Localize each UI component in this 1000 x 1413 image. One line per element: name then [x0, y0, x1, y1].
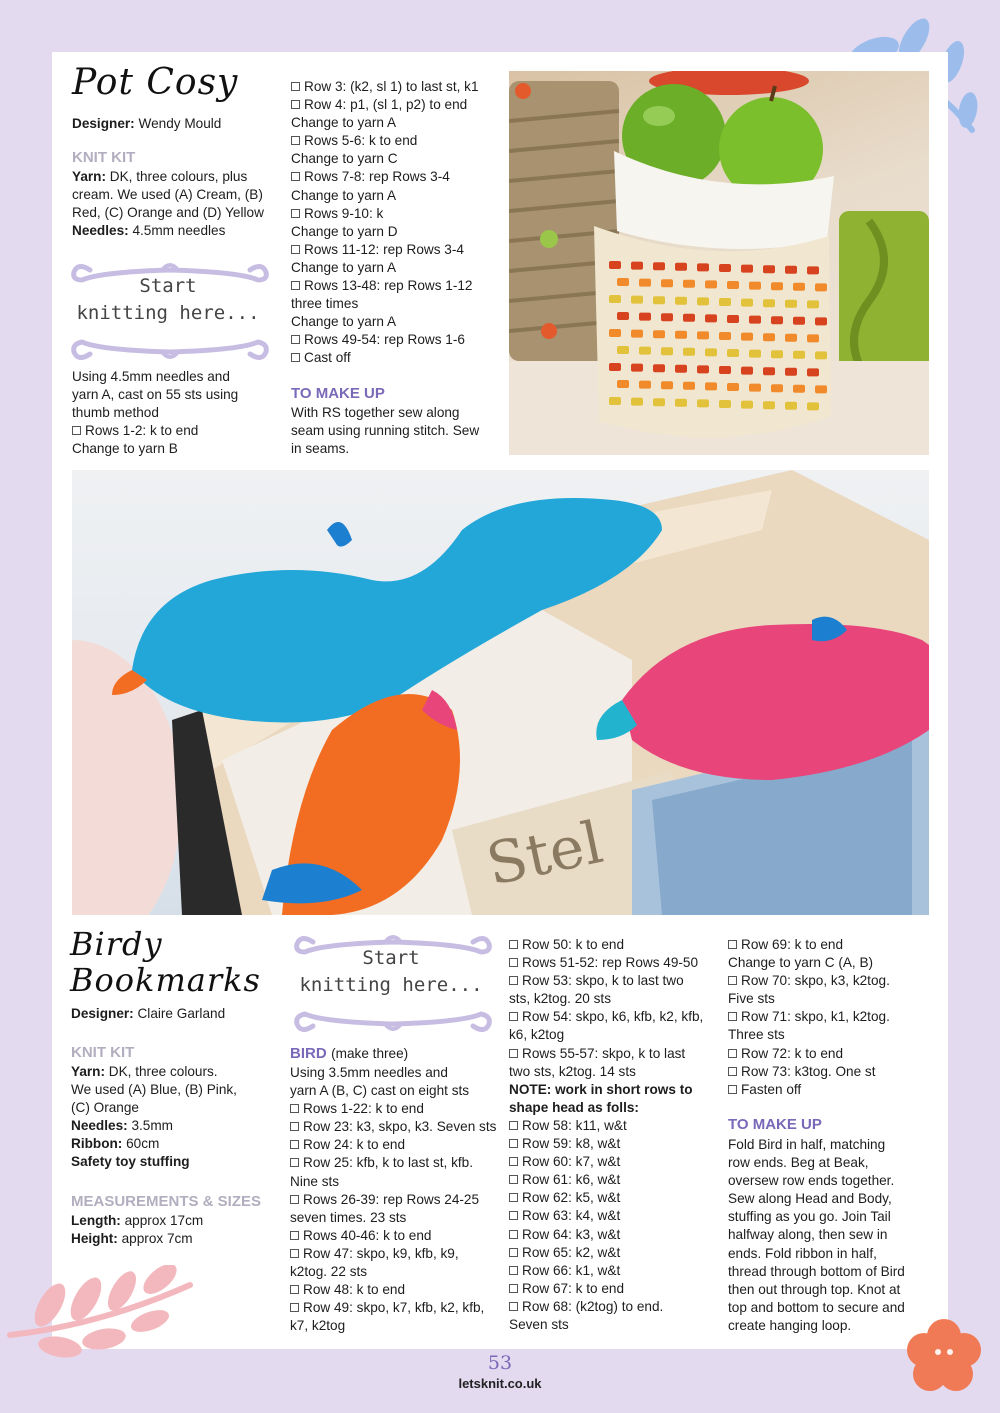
instruction-line: Row 58: k11, w&t	[509, 1117, 721, 1135]
cosy-stitch	[675, 263, 687, 271]
cosy-stitch	[719, 264, 731, 272]
cosy-stitch	[697, 263, 709, 271]
instruction-line: Row 3: (k2, sl 1) to last st, k1	[291, 78, 501, 96]
cosy-stitch	[727, 315, 739, 323]
instruction-line: Change to yarn A	[291, 115, 397, 131]
checkbox-icon[interactable]	[290, 1122, 299, 1131]
cosy-stitch	[807, 300, 819, 308]
instruction-line: Five sts	[728, 991, 775, 1007]
checkbox-icon[interactable]	[72, 426, 81, 435]
cosy-stitch	[697, 297, 709, 305]
checkbox-icon[interactable]	[509, 1302, 518, 1311]
birdy-measurements: Length: approx 17cm Height: approx 7cm	[71, 1213, 204, 1247]
checkbox-icon[interactable]	[291, 281, 300, 290]
cosy-stitch	[675, 331, 687, 339]
instruction-line: Nine sts	[290, 1173, 340, 1189]
instruction-line: Row 67: k to end	[509, 1280, 721, 1298]
instruction-line: Rows 9-10: k	[291, 205, 501, 223]
cosy-stitch	[793, 317, 805, 325]
make-up-line: then out through top. Knot at	[728, 1281, 901, 1297]
cosy-stitch	[727, 349, 739, 357]
cosy-stitch	[763, 367, 775, 375]
make-up-line: oversew row ends together.	[728, 1173, 895, 1189]
instruction-line: k6, k2tog	[509, 1027, 565, 1043]
checkbox-icon[interactable]	[509, 1121, 518, 1130]
checkbox-icon[interactable]	[290, 1195, 299, 1204]
instruction-line: Rows 1-22: k to end	[290, 1100, 502, 1118]
cosy-stitch	[807, 402, 819, 410]
cosy-stitch	[609, 363, 621, 371]
instruction-line: Change to yarn A	[291, 314, 397, 330]
checkbox-icon[interactable]	[509, 1230, 518, 1239]
cosy-stitch	[683, 280, 695, 288]
cosy-stitch	[763, 265, 775, 273]
cosy-stitch	[653, 364, 665, 372]
checkbox-icon[interactable]	[509, 1175, 518, 1184]
checkbox-icon[interactable]	[291, 100, 300, 109]
cosy-stitch	[705, 382, 717, 390]
checkbox-icon[interactable]	[728, 1067, 737, 1076]
cosy-stitch	[617, 312, 629, 320]
cosy-stitch	[661, 347, 673, 355]
cosy-stitch	[719, 332, 731, 340]
cosy-stitch	[675, 297, 687, 305]
cosy-stitch	[697, 331, 709, 339]
instruction-line: Row 61: k6, w&t	[509, 1171, 721, 1189]
checkbox-icon[interactable]	[509, 1266, 518, 1275]
cosy-stitch	[719, 298, 731, 306]
pot-cosy-designer: Designer: Wendy Mould	[72, 116, 222, 131]
cosy-stitch	[639, 279, 651, 287]
cosy-stitch	[771, 350, 783, 358]
instruction-line: Row 63: k4, w&t	[509, 1207, 721, 1225]
cosy-stitch	[785, 368, 797, 376]
make-up-line: thread through bottom of Bird	[728, 1263, 905, 1279]
instruction-line: Row 50: k to end	[509, 936, 721, 954]
birdy-bookmarks-photo	[72, 470, 929, 915]
instruction-line: Row 70: skpo, k3, k2tog.	[728, 972, 933, 990]
checkbox-icon[interactable]	[291, 353, 300, 362]
pot-cosy-make-up-heading: TO MAKE UP	[291, 385, 385, 402]
cosy-stitch	[771, 282, 783, 290]
cosy-stitch	[815, 283, 827, 291]
instruction-line: Row 54: skpo, k6, kfb, k2, kfb,	[509, 1008, 721, 1026]
instruction-line: Row 48: k to end	[290, 1281, 502, 1299]
instruction-line: Row 59: k8, w&t	[509, 1135, 721, 1153]
make-up-line: top and bottom to secure and	[728, 1299, 905, 1315]
cosy-stitch	[609, 261, 621, 269]
checkbox-icon[interactable]	[509, 940, 518, 949]
pink-leaf-sprig-icon	[0, 1265, 200, 1360]
pot-cosy-make-up-text: With RS together sew along seam using running stitch. Sew in seams.	[291, 405, 480, 457]
cosy-stitch	[785, 402, 797, 410]
instruction-line: Row 69: k to end	[728, 936, 933, 954]
cosy-stitch	[793, 351, 805, 359]
cosy-stitch	[639, 347, 651, 355]
cosy-stitch	[741, 401, 753, 409]
start-knitting-banner: Start knitting here...	[70, 258, 270, 366]
checkbox-icon[interactable]	[728, 976, 737, 985]
birdy-make-up-heading: TO MAKE UP	[728, 1116, 822, 1133]
instruction-line: Three sts	[728, 1027, 785, 1043]
cosy-stitch	[741, 333, 753, 341]
pot-cosy-kit: Yarn: DK, three colours, plus cream. We used (A) Cream, (B) Red, (C) Orange and (D) Yellow Needles: 4.5mm needles	[72, 169, 264, 239]
checkbox-icon[interactable]	[509, 1012, 518, 1021]
cosy-stitch	[741, 265, 753, 273]
instruction-line: seven times. 23 sts	[290, 1209, 407, 1225]
cosy-stitch	[653, 262, 665, 270]
cosy-stitch	[807, 266, 819, 274]
checkbox-icon[interactable]	[728, 940, 737, 949]
cosy-stitch	[683, 382, 695, 390]
instruction-line: Change to yarn D	[291, 223, 398, 239]
cosy-stitch	[749, 350, 761, 358]
pot-cosy-kit-heading: KNIT KIT	[72, 149, 136, 166]
cosy-stitch	[705, 280, 717, 288]
checkbox-icon[interactable]	[509, 958, 518, 967]
cosy-stitch	[749, 282, 761, 290]
checkbox-icon[interactable]	[728, 1049, 737, 1058]
instruction-line: Row 25: kfb, k to last st, kfb.	[290, 1154, 502, 1172]
instruction-line: Rows 13-48: rep Rows 1-12	[291, 277, 501, 295]
cosy-stitch	[661, 279, 673, 287]
instruction-line: Row 65: k2, w&t	[509, 1244, 721, 1262]
instruction-line: Row 72: k to end	[728, 1045, 933, 1063]
cosy-stitch	[741, 367, 753, 375]
pot-cosy-instructions-col1: Using 4.5mm needles and yarn A, cast on 55 sts using thumb method Rows 1-2: k to end Change to yarn B	[72, 368, 277, 458]
checkbox-icon[interactable]	[290, 1285, 299, 1294]
instruction-line: Change to yarn A	[291, 187, 397, 203]
start-knitting-banner-birdy: Start knitting here...	[293, 930, 493, 1038]
cosy-stitch	[653, 398, 665, 406]
cosy-stitch	[705, 348, 717, 356]
instruction-line: Row 23: k3, skpo, k3. Seven sts	[290, 1118, 502, 1136]
instruction-line: Change to yarn A	[291, 259, 397, 275]
cosy-stitch	[609, 295, 621, 303]
checkbox-icon[interactable]	[509, 1049, 518, 1058]
website-link[interactable]: letsknit.co.uk	[458, 1376, 542, 1391]
make-up-line: halfway along, then sew in	[728, 1227, 888, 1243]
checkbox-icon[interactable]	[728, 1085, 737, 1094]
cosy-stitch	[785, 334, 797, 342]
instruction-line: Rows 55-57: skpo, k to last	[509, 1045, 721, 1063]
instruction-line: Rows 26-39: rep Rows 24-25	[290, 1191, 502, 1209]
instruction-line: Row 47: skpo, k9, kfb, k9,	[290, 1245, 502, 1263]
cosy-stitch	[727, 383, 739, 391]
cosy-stitch	[705, 314, 717, 322]
cosy-stitch	[793, 283, 805, 291]
checkbox-icon[interactable]	[290, 1140, 299, 1149]
birdy-kit: Yarn: DK, three colours. We used (A) Blue, (B) Pink, (C) Orange Needles: 3.5mm Ribbon: 60cm Safety toy stuffing	[71, 1064, 237, 1170]
cosy-stitch	[719, 366, 731, 374]
instruction-line: Row 66: k1, w&t	[509, 1262, 721, 1280]
cosy-stitch	[785, 266, 797, 274]
make-up-line: row ends. Beg at Beak,	[728, 1155, 869, 1171]
checkbox-icon[interactable]	[291, 82, 300, 91]
checkbox-icon[interactable]	[509, 1211, 518, 1220]
checkbox-icon[interactable]	[291, 335, 300, 344]
cosy-stitch	[683, 348, 695, 356]
cosy-stitch	[653, 296, 665, 304]
checkbox-icon[interactable]	[291, 136, 300, 145]
cosy-stitch	[807, 334, 819, 342]
instruction-line: NOTE: work in short rows to	[509, 1081, 693, 1097]
instruction-line: Change to yarn C	[291, 151, 398, 167]
instruction-line: Change to yarn C (A, B)	[728, 955, 874, 971]
checkbox-icon[interactable]	[509, 1139, 518, 1148]
cosy-stitch	[653, 330, 665, 338]
make-up-line: Fold Bird in half, matching	[728, 1137, 886, 1152]
cosy-stitch	[727, 281, 739, 289]
instruction-line: Rows 5-6: k to end	[291, 132, 501, 150]
birdy-instructions-col4	[728, 936, 933, 1099]
cosy-stitch	[763, 299, 775, 307]
birdy-instructions-col2	[290, 1064, 502, 1335]
birdy-kit-heading: KNIT KIT	[71, 1044, 135, 1061]
instruction-line: Row 71: skpo, k1, k2tog.	[728, 1008, 933, 1026]
cosy-stitch	[763, 401, 775, 409]
cosy-stitch	[749, 384, 761, 392]
cosy-stitch	[807, 368, 819, 376]
cosy-stitch	[697, 365, 709, 373]
cosy-stitch	[661, 313, 673, 321]
cosy-stitch	[675, 399, 687, 407]
pot-cosy-photo	[509, 71, 929, 455]
cosy-stitch	[785, 300, 797, 308]
cosy-stitch	[661, 381, 673, 389]
instruction-line: sts, k2tog. 20 sts	[509, 991, 611, 1007]
instruction-line: Seven sts	[509, 1316, 569, 1332]
cosy-stitch	[617, 278, 629, 286]
cosy-stitch	[617, 346, 629, 354]
checkbox-icon[interactable]	[509, 1248, 518, 1257]
cosy-stitch	[815, 351, 827, 359]
birdy-instructions-col3	[509, 936, 721, 1334]
checkbox-icon[interactable]	[290, 1158, 299, 1167]
instruction-line: Fasten off	[728, 1081, 933, 1099]
cosy-stitch	[763, 333, 775, 341]
instruction-line: three times	[291, 296, 359, 312]
instruction-line: Row 68: (k2tog) to end.	[509, 1298, 721, 1316]
instruction-line: Row 53: skpo, k to last two	[509, 972, 721, 990]
instruction-line: Rows 51-52: rep Rows 49-50	[509, 954, 721, 972]
instruction-line: Rows 1-2: k to end	[72, 422, 277, 440]
birdy-designer: Designer: Claire Garland	[71, 1006, 226, 1021]
birdy-measurements-heading: MEASUREMENTS & SIZES	[71, 1193, 262, 1210]
book-spine-text: Stel	[480, 808, 609, 899]
instruction-line: Row 49: skpo, k7, kfb, k2, kfb,	[290, 1299, 502, 1317]
instruction-line: yarn A (B, C) cast on eight sts	[290, 1083, 470, 1099]
cosy-stitch	[631, 296, 643, 304]
instruction-line: Row 64: k3, w&t	[509, 1226, 721, 1244]
cosy-stitch	[719, 400, 731, 408]
instruction-line: Using 3.5mm needles and	[290, 1065, 448, 1080]
cosy-stitch	[609, 397, 621, 405]
checkbox-icon[interactable]	[509, 1157, 518, 1166]
checkbox-icon[interactable]	[509, 1193, 518, 1202]
cosy-stitch	[631, 398, 643, 406]
instruction-line: Row 24: k to end	[290, 1136, 502, 1154]
cosy-stitch	[609, 329, 621, 337]
make-up-line: ends. Fold ribbon in half,	[728, 1245, 877, 1261]
instruction-line: shape head as folls:	[509, 1099, 639, 1115]
instruction-line: Rows 11-12: rep Rows 3-4	[291, 241, 501, 259]
cosy-stitch	[771, 316, 783, 324]
birdy-make-up-text	[728, 1136, 933, 1335]
pot-cosy-title: Pot Cosy	[72, 62, 239, 103]
bird-heading: BIRD (make three)	[290, 1045, 409, 1062]
birdy-title: Birdy Bookmarks	[70, 925, 261, 999]
checkbox-icon[interactable]	[509, 1284, 518, 1293]
checkbox-icon[interactable]	[290, 1303, 299, 1312]
cosy-stitch	[631, 330, 643, 338]
cosy-stitch	[639, 381, 651, 389]
instruction-line: Change to yarn B	[72, 441, 178, 457]
instruction-line: Row 73: k3tog. One st	[728, 1063, 933, 1081]
cosy-stitch	[771, 384, 783, 392]
instruction-line: two sts, k2tog. 14 sts	[509, 1063, 636, 1079]
cosy-stitch	[749, 316, 761, 324]
checkbox-icon[interactable]	[290, 1231, 299, 1240]
instruction-line: Rows 7-8: rep Rows 3-4	[291, 168, 501, 186]
cosy-stitch	[675, 365, 687, 373]
make-up-line: stuffing as you go. Join Tail	[728, 1209, 891, 1225]
page-number: 53	[487, 1352, 513, 1374]
instruction-line: Cast off	[291, 349, 501, 367]
cosy-stitch	[631, 262, 643, 270]
make-up-line: create hanging loop.	[728, 1317, 852, 1333]
instruction-line: Rows 49-54: rep Rows 1-6	[291, 331, 501, 349]
checkbox-icon[interactable]	[728, 1012, 737, 1021]
instruction-line: k2tog. 22 sts	[290, 1264, 368, 1280]
instruction-line: Rows 40-46: k to end	[290, 1227, 502, 1245]
checkbox-icon[interactable]	[290, 1249, 299, 1258]
make-up-line: Sew along Head and Body,	[728, 1191, 892, 1207]
checkbox-icon[interactable]	[291, 245, 300, 254]
cosy-stitch	[697, 399, 709, 407]
cosy-stitch	[617, 380, 629, 388]
instruction-line: Row 62: k5, w&t	[509, 1189, 721, 1207]
checkbox-icon[interactable]	[290, 1104, 299, 1113]
instruction-line: Row 60: k7, w&t	[509, 1153, 721, 1171]
cosy-stitch	[639, 313, 651, 321]
instruction-line: k7, k2tog	[290, 1318, 346, 1334]
cosy-stitch	[793, 385, 805, 393]
cosy-stitch	[683, 314, 695, 322]
cosy-stitch	[631, 364, 643, 372]
cosy-stitch	[815, 317, 827, 325]
cosy-stitch	[815, 385, 827, 393]
instruction-line: Row 4: p1, (sl 1, p2) to end	[291, 96, 501, 114]
pot-cosy-instructions-col2	[291, 78, 501, 368]
checkbox-icon[interactable]	[509, 976, 518, 985]
checkbox-icon[interactable]	[291, 209, 300, 218]
checkbox-icon[interactable]	[291, 172, 300, 181]
cosy-stitch	[741, 299, 753, 307]
